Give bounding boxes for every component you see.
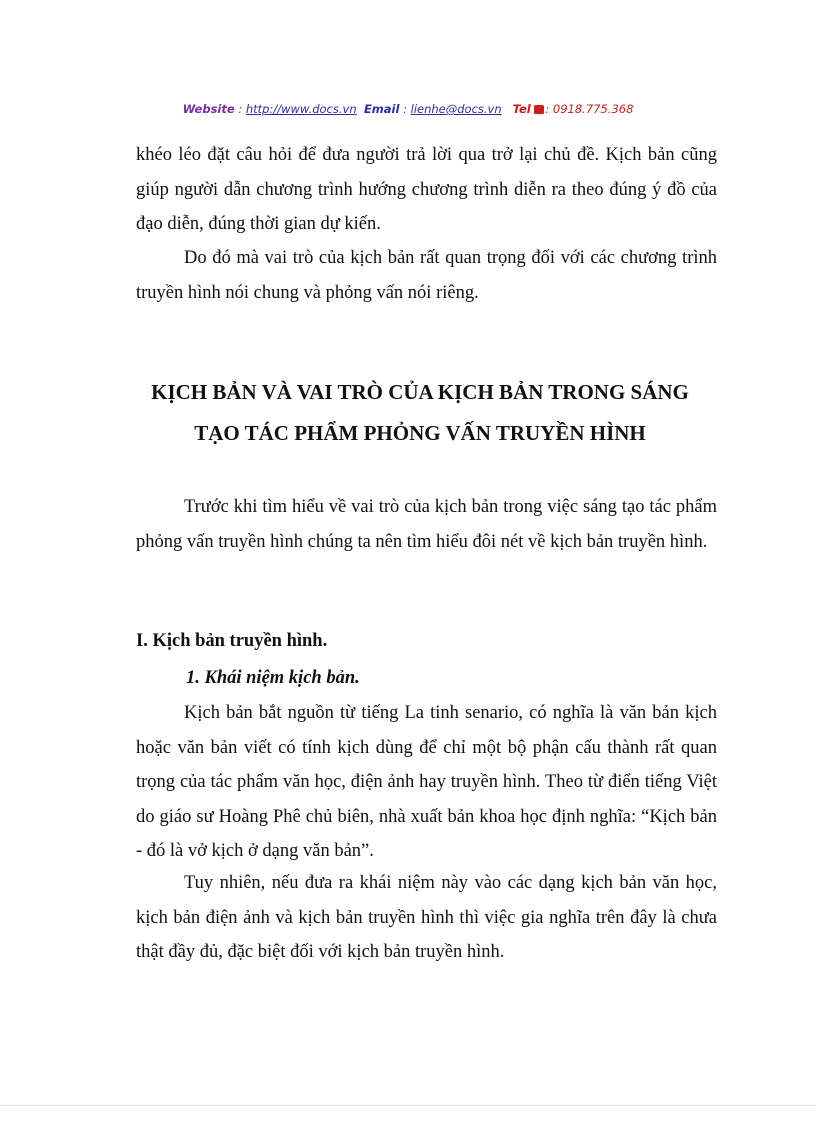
email-separator: : xyxy=(399,102,411,116)
footer-divider xyxy=(0,1105,816,1106)
website-label: Website xyxy=(182,102,235,116)
paragraph-definition: Kịch bản bắt nguồn từ tiếng La tinh senario, có nghĩa là văn bản kịch hoặc văn bản viết có tính kịch dùng để chỉ một bộ phận cấu thành rất quan trọng của tác phẩm văn học, điện ảnh hay truyền hình. Theo từ điển tiếng Việt do giáo sư Hoàng Phê chủ biên, nhà xuất bản khoa học định nghĩa: “Kịch bản - đó là vở kịch ở dạng văn bản”. xyxy=(136,703,717,861)
subsection-heading: 1. Khái niệm kịch bản. xyxy=(186,668,360,688)
email-link[interactable]: lienhe@docs.vn xyxy=(410,102,502,116)
phone-icon xyxy=(534,105,544,114)
website-link[interactable]: http://www.docs.vn xyxy=(245,102,357,116)
page-title xyxy=(100,372,740,454)
email-label: Email xyxy=(363,102,400,116)
section-heading: I. Kịch bản truyền hình. xyxy=(136,631,328,651)
paragraph-role-importance: Do đó mà vai trò của kịch bản rất quan trọng đối với các chương trình truyền hình nói chung và phỏng vấn nói riêng. xyxy=(136,248,717,303)
website-separator: : xyxy=(234,102,246,116)
paragraph-continued: khéo léo đặt câu hỏi để đưa người trả lời qua trở lại chủ đề. Kịch bản cũng giúp người dẫn chương trình hướng chương trình diễn ra theo đúng ý đồ của đạo diễn, đúng thời gian dự kiến. xyxy=(136,145,717,234)
paragraph-however: Tuy nhiên, nếu đưa ra khái niệm này vào các dạng kịch bản văn học, kịch bản điện ảnh và kịch bản truyền hình thì việc gia nghĩa trên đây là chưa thật đầy đủ, đặc biệt đối với kịch bản truyền hình. xyxy=(136,873,717,962)
tel-label: Tel xyxy=(512,102,531,116)
intro-paragraph: Trước khi tìm hiểu về vai trò của kịch bản trong việc sáng tạo tác phẩm phỏng vấn truyền hình chúng ta nên tìm hiểu đôi nét về kịch bản truyền hình. xyxy=(136,497,717,552)
phone-number: : 0918.775.368 xyxy=(545,102,634,116)
page-header xyxy=(0,102,816,116)
title-line-1: KỊCH BẢN VÀ VAI TRÒ CỦA KỊCH BẢN TRONG SÁNG xyxy=(151,380,689,404)
title-line-2: TẠO TÁC PHẨM PHỎNG VẤN TRUYỀN HÌNH xyxy=(194,421,646,445)
